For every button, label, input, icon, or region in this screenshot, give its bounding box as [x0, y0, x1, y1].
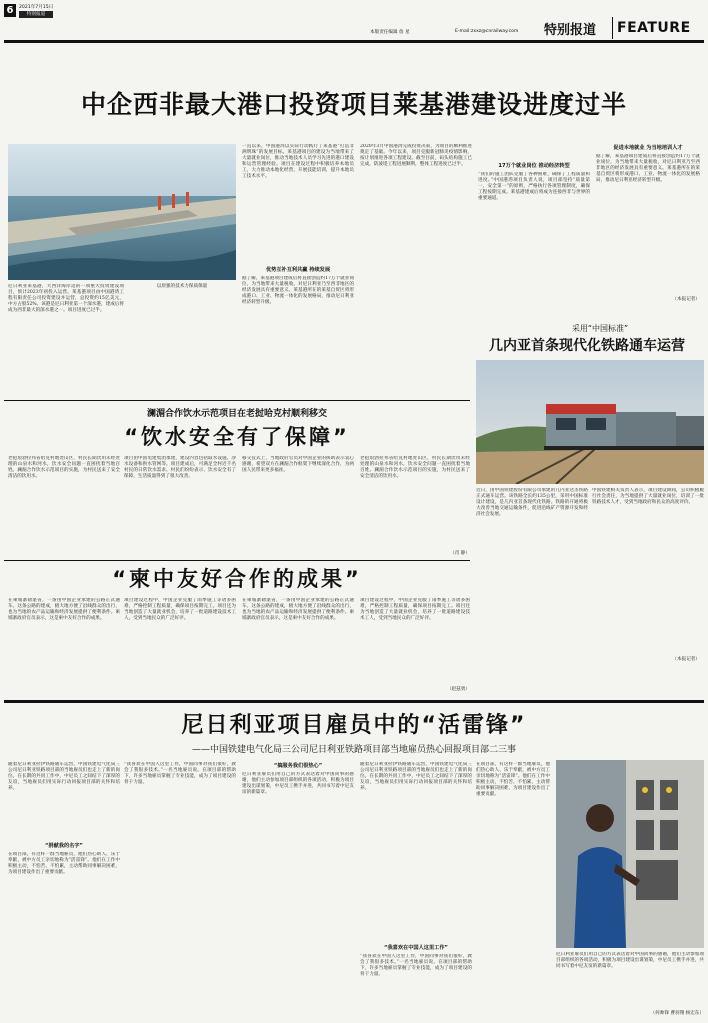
story1-headline: 中企西非最大港口投资项目莱基港建设进度过半 — [80, 90, 627, 119]
story2-headline: 几内亚首条现代化铁路通车运营 — [489, 338, 685, 354]
train-photo — [476, 360, 704, 484]
story3-col-3: 移交仪式上，当地政府官员对中国企业的援助表示衷心感谢，希望双方在澜湄合作框架下继续深化合作，为两国人民带来更多福祉。 — [242, 456, 354, 473]
story5-col-1: 随着尼日利亚拉伊铁路通车运营，中国铁建电气化局三公司尼日利亚铁路项目部的当地雇员们也走上了新的岗位。在长期的共同工作中，中尼员工之间结下了深厚的友谊，当地雇员们用实际行动回报项目部的关怀和培养。 — [8, 762, 120, 791]
story1-subhead-1: 促进本地就业 为当地培训人才 — [613, 145, 683, 151]
story1-subhead-3: 优势互补互利共赢 持续发展 — [265, 267, 331, 273]
section-tag: 特别报道 — [19, 11, 53, 18]
story3-col-2: 项目由中国电建集团承建，建设内容包括取水设施、净水设备和供水管网等。项目建成后，可满足全村近千名村民的日常饮水需求。村民们纷纷表示，饮水安全有了保障，生活质量得到了很大改善。 — [124, 456, 236, 479]
story5-col-6: 尼日利亚雇员们用自己的方式表达着对中国同事的感谢，他们主动参加项目部组织的各项活动，积极为项目建设出谋划策，中尼员工携手并进，共同书写着中尼友谊的新篇章。 — [556, 952, 704, 969]
story5-col-2: “我喜欢在中国人这里工作，中国同事对我们很好，教会了我很多技术。”一名当地雇员说。在项目部的帮助下，许多当地雇员掌握了专业技能，成为了项目建设的骨干力量。 — [124, 762, 236, 785]
story5-headline: 尼日利亚项目雇员中的“活雷锋” — [181, 713, 527, 738]
story4-top-rule — [4, 560, 470, 561]
story1-byline: （本报记者） — [672, 297, 700, 302]
story5-subhead-3: “我喜欢在中国人这里工作” — [384, 945, 448, 951]
story3-col-1: 老挝琅勃拉邦省哈克村地处山区，村民长期饮用未经处理的山泉水和河水，饮水安全问题一直困扰着当地百姓。澜湄合作饮水示范项目的实施，为村民送来了安全清洁的饮用水。 — [8, 456, 120, 479]
story3-kicker: 澜湄合作饮水示范项目在老挝哈克村顺利移交 — [146, 409, 327, 419]
story1-col-2: 一直以来，中国港湾以实际行动践行了莱基港“打造非洲明珠”的发展目标。莱基港项目的建设为当地带来了大量就业岗位，推动当地技术人员学习先进的港口建设和运营管理经验。项目在建设过程中积极培养本地员工，大力推动本地化经营，开展技能培训，提升本地员工技术水平。 — [242, 144, 354, 179]
story2-kicker: 采用“中国标准” — [571, 324, 629, 333]
issue-date: 2021年7月15日 — [19, 5, 54, 10]
story5-col-1b: 在项目部，有这样一群当地雇员，他们热心助人、乐于奉献，被中方员工亲切地称为“活雷锋”。他们在工作中积极主动，不怕苦、不怕累，主动帮助同事解决困难，为项目建设作出了重要贡献。 — [8, 852, 120, 875]
story5-byline: （何帅锋 曹羽翔 杨宏东） — [650, 1011, 704, 1016]
story1-col-3: 2020年3月中国港湾完成投资决策，为项目的顺利推进奠定了基础。今年以来，项目克服新冠肺炎疫情影响，按计划推进各项工程建设。截至目前，码头结构施工已完成，防波堤工程进展顺利，整体工程进度已过半。 — [360, 144, 472, 167]
story5-col-3: 尼日利亚雇员们用自己的方式表达着对中国同事的感谢，他们主动参加项目部组织的各项活动，积极为项目建设出谋划策，中尼员工携手并进，共同书写着中尼友谊的新篇章。 — [242, 772, 354, 795]
masthead-divider — [612, 17, 613, 39]
story3-col-4: 老挝琅勃拉邦省哈克村地处山区，村民长期饮用未经处理的山泉水和河水，饮水安全问题一直困扰着当地百姓。澜湄合作饮水示范项目的实施，为村民送来了安全清洁的饮用水。 — [360, 456, 470, 479]
worker-panel-photo — [556, 760, 704, 948]
story5-subheadline: ——中国铁建电气化局三公司尼日利亚铁路项目部当地雇员热心回报项目部二三事 — [191, 745, 516, 755]
story1-col-5: 据了解，莱基港项目建成后将直接创造约17万个就业岗位，为当地带来大量税收，对尼日利亚乃至西非地区的经济发展具有重要意义。莱基港所在的莱基自贸区将形成港口、工业、物流一体化的发展格局，推动尼日利亚经济转型升级。 — [596, 154, 700, 183]
editor-line: 本版责任编辑 詹 星 — [370, 30, 410, 35]
story2-col-1: 近日，由中国铁建股份有限公司承建的几内亚达圣铁路正式通车运营。该铁路全长约135公里，采用中国标准设计建设，是几内亚首条现代化铁路。铁路的开通将极大改善当地交通运输条件，促进沿线矿产资源开发和经济社会发展。 — [476, 488, 588, 517]
story3-top-rule — [4, 400, 470, 401]
section-english: FEATURE — [617, 20, 691, 36]
port-photo — [8, 144, 236, 280]
story5-top-rule — [4, 700, 704, 703]
story1-col-2b: 据了解，莱基港项目建成后将直接创造约17万个就业岗位，为当地带来大量税收，对尼日利亚乃至西非地区的经济发展具有重要意义。莱基港所在的莱基自贸区将形成港口、工业、物流一体化的发展格局，推动尼日利亚经济转型升级。 — [242, 276, 354, 305]
story1-lead: 尼日利亚莱基港，大西洋海岸边的一项重大投资建设项目，预计2023年初投入运营。莱基港项目由中国港湾工程有限责任公司投资建设并运营，总投资约15亿美元，中方占股52%。该港是尼日利亚第一个深水港，建成后将成为西非最大的深水港之一。项目进度已过半。 — [8, 284, 124, 313]
story5-subhead-1: “捐献我的名字” — [45, 843, 83, 849]
story4-col-3: 在柬埔寨磅湛省，一条由中国企业承建的公路正式通车。这条公路的建成，极大地方便了沿线群众的出行，也为当地的农产品运输和经济发展提供了便利条件。柬埔寨政府官员表示，这是柬中友好合作的成果。 — [242, 598, 354, 621]
story1-photo-caption: 以原强的技术力保质保量 — [156, 284, 208, 289]
story1-subhead-2: 17万个就业岗位 推动经济转型 — [498, 163, 570, 169]
contact-email: E-mail:zxxz@cnrailway.com — [455, 29, 519, 34]
masthead-rule — [4, 40, 704, 43]
story5-subhead-2: “搞服务我们很热心” — [273, 763, 323, 769]
section-title: 特别报道 — [543, 23, 596, 38]
story5-col-4b: “我喜欢在中国人这里工作，中国同事对我们很好，教会了我很多技术。”一名当地雇员说。在项目部的帮助下，许多当地雇员掌握了专业技能，成为了项目建设的骨干力量。 — [360, 954, 472, 977]
story3-headline: “饮水安全有了保障” — [124, 425, 350, 449]
story4-byline: （赵兹勇） — [447, 687, 470, 692]
story4-headline: “柬中友好合作的成果” — [112, 567, 362, 591]
page-number: 6 — [4, 4, 16, 17]
story3-byline: （肖 静） — [450, 551, 470, 556]
story4-col-4: 项目建设过程中，中国企业克服了雨季施工等诸多困难，严格控制工程质量，确保项目按期完工。项目还为当地创造了大量就业机会，培养了一批道路建设技术工人，受到当地民众的广泛好评。 — [360, 598, 470, 621]
story2-byline: （本报记者） — [672, 657, 700, 662]
story4-col-2: 项目建设过程中，中国企业克服了雨季施工等诸多困难，严格控制工程质量，确保项目按期完工。项目还为当地创造了大量就业机会，培养了一批道路建设技术工人，受到当地民众的广泛好评。 — [124, 598, 236, 621]
story5-col-4: 随着尼日利亚拉伊铁路通车运营，中国铁建电气化局三公司尼日利亚铁路项目部的当地雇员们也走上了新的岗位。在长期的共同工作中，中尼员工之间结下了深厚的友谊，当地雇员们用实际行动回报项目部的关怀和培养。 — [360, 762, 472, 791]
story4-col-1: 在柬埔寨磅湛省，一条由中国企业承建的公路正式通车。这条公路的建成，极大地方便了沿线群众的出行，也为当地的农产品运输和经济发展提供了便利条件。柬埔寨政府官员表示，这是柬中友好合作的成果。 — [8, 598, 120, 621]
story2-col-2: 中国铁建相关负责人表示，项目建设期间，公司积极履行社会责任，为当地提供了大量就业岗位，培训了一批铁路技术人才，受到当地政府和民众的高度评价。 — [592, 488, 704, 505]
story5-col-5: 在项目部，有这样一群当地雇员，他们热心助人、乐于奉献，被中方员工亲切地称为“活雷锋”。他们在工作中积极主动，不怕苦、不怕累，主动帮助同事解决困难，为项目建设作出了重要贡献。 — [476, 762, 550, 797]
story1-col-4: “我们的施工团队克服了各种困难，确保了工程质量和进度。”中国港湾项目负责人说，项目部坚持“质量第一、安全第一”的原则，严格执行各项管理制度，确保工程按期完成。莱基港建成后将成为连接西非与世界的重要通道。 — [478, 172, 590, 201]
